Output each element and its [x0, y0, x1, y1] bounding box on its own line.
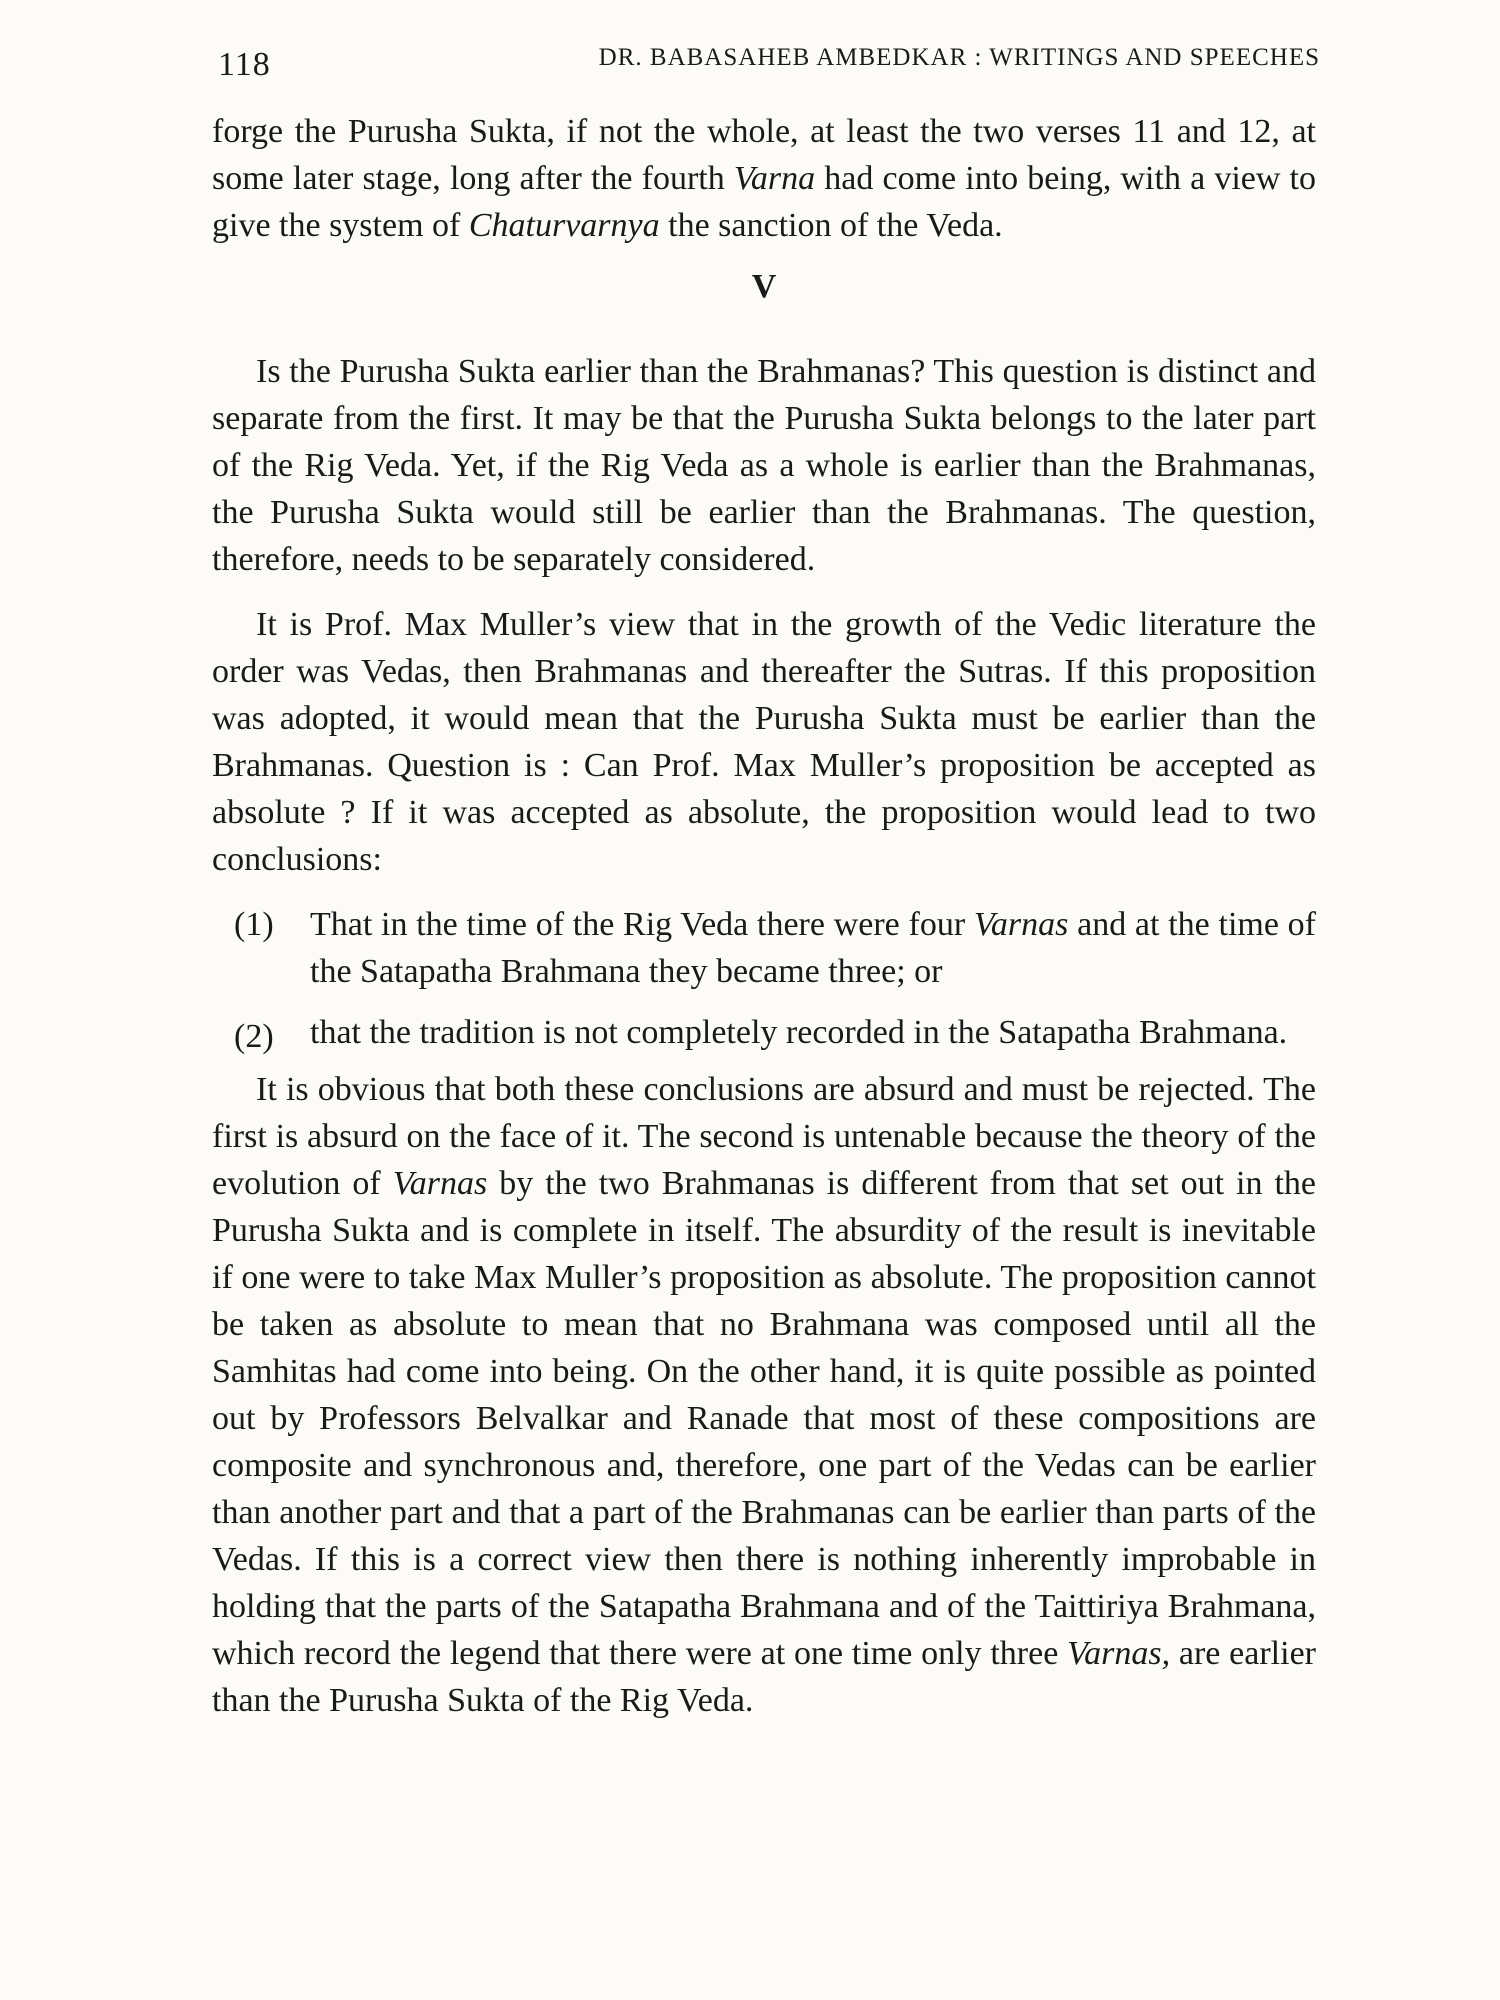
running-head: DR. BABASAHEB AMBEDKAR : WRITINGS AND SPEECHES: [598, 44, 1320, 71]
list-number: (2): [234, 1018, 274, 1055]
section-heading: V: [751, 268, 777, 305]
list-item: [212, 1013, 1316, 1060]
paragraph-max-muller: It is Prof. Max Muller’s view that in the growth of the Vedic literature the order was Vedas, then Brahmanas and thereafter the Sutras. If this proposition was adopted, it would mean that the Purusha Sukta must be earlier than the Brahmanas. Question is : Can Prof. Max Muller’s proposition be accepted as absolute ? If it was accepted as absolute, the proposition would lead to two conclusions:: [212, 606, 1316, 878]
paragraph-continuation: [212, 108, 1316, 249]
text-span: had come into being, with a view to give the system of: [212, 160, 1316, 244]
paragraph-conclusion: [212, 1066, 1316, 1724]
list-text: [310, 901, 1316, 995]
italic-term: Varnas,: [1067, 1635, 1171, 1672]
paragraph-purusha-question: Is the Purusha Sukta earlier than the Brahmanas? This question is distinct and separate from the first. It may be that the Purusha Sukta belongs to the later part of the Rig Veda. Yet, if the Rig Veda as a whole is earlier than the Brahmanas, the Purusha Sukta would still be earlier than the Brahmanas. The question, therefore, needs to be separately considered.: [212, 353, 1316, 578]
text-span: and at the time of the Satapatha Brahmana they became three; or: [310, 906, 1316, 990]
text-span: the sanction of the Veda.: [659, 207, 1003, 244]
text-span: are earlier than the Purusha Sukta of the Rig Veda.: [212, 1635, 1316, 1719]
italic-term: Chaturvarnya: [468, 207, 660, 244]
text-span: by the two Brahmanas is different from that set out in the Purusha Sukta and is complete in itself. The absurdity of the result is inevitable if one were to take Max Muller’s proposition as absolute. The proposition cannot be taken as absolute to mean that no Brahmana was composed until all the Samhitas had come into being. On the other hand, it is quite possible as pointed out by Professors Belvalkar and Ranade that most of these compositions are composite and synchronous and, therefore, one part of the Vedas can be earlier than another part and that a part of the Brahmanas can be earlier than parts of the Vedas. If this is a correct view then there is nothing inherently improbable in holding that the parts of the Satapatha Brahmana and of the Taittiriya Brahmana, which record the legend that there were at one time only three: [212, 1165, 1316, 1672]
list-item: [212, 901, 1316, 995]
italic-term: Varnas: [973, 906, 1069, 943]
text-span: That in the time of the Rig Veda there were four: [310, 906, 974, 943]
italic-term: Varnas: [392, 1165, 488, 1202]
page-number: 118: [218, 46, 271, 83]
italic-term: Varna: [733, 160, 816, 197]
list-text: that the tradition is not completely recorded in the Satapatha Brahmana.: [310, 1014, 1288, 1051]
page-body: [212, 108, 1316, 1724]
text-span: It is obvious that both these conclusions are absurd and must be rejected. The first is absurd on the face of it. The second is untenable because the theory of the evolution of: [212, 1071, 1316, 1202]
text-span: forge the Purusha Sukta, if not the whole, at least the two verses 11 and 12, at some later stage, long after the fourth: [212, 113, 1316, 197]
list-number: (1): [234, 906, 274, 943]
